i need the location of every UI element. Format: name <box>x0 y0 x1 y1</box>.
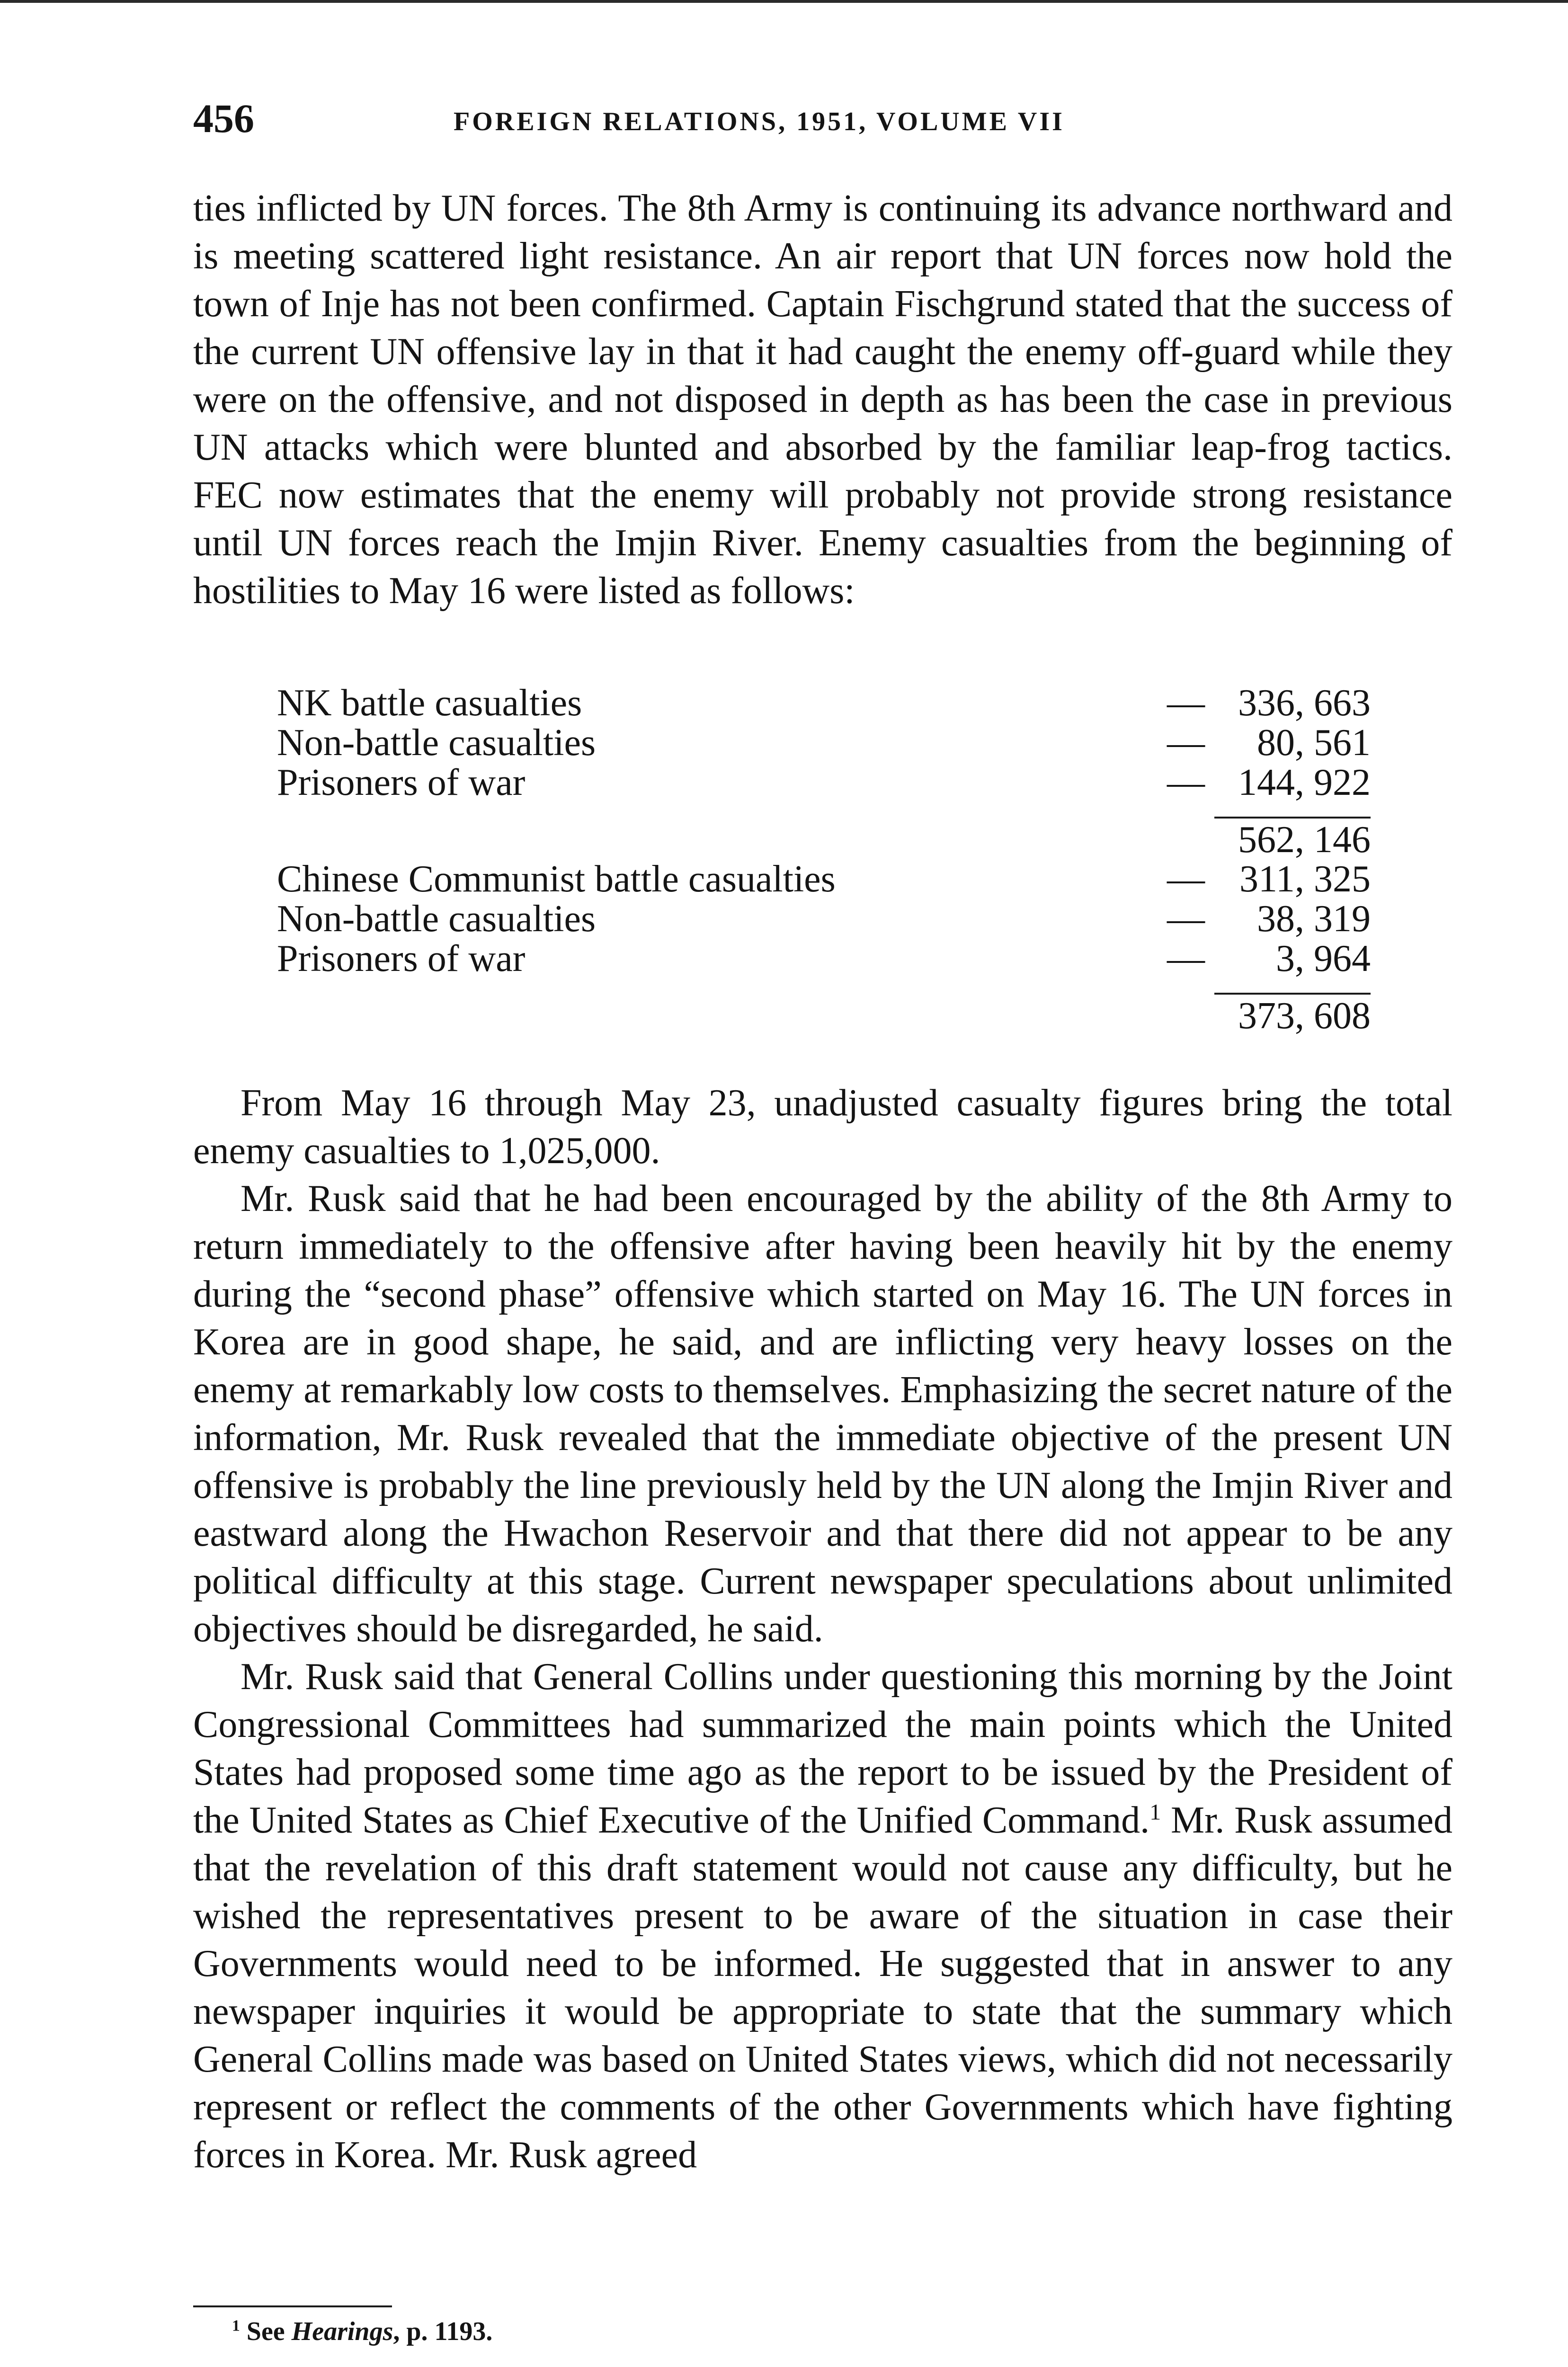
casualty-dash: — <box>1167 722 1205 764</box>
page-number: 456 <box>193 96 254 141</box>
footnote-marker: 1 <box>232 2317 240 2335</box>
casualty-value: 80, 561 <box>1257 722 1371 764</box>
body-text-bottom <box>193 1079 1452 2179</box>
casualty-dash: — <box>1167 762 1205 803</box>
footnote-prefix: See <box>246 2317 292 2346</box>
casualty-label: Prisoners of war <box>277 762 526 803</box>
casualty-row <box>277 939 1371 979</box>
casualty-label: Non-battle casualties <box>277 898 596 940</box>
casualty-total: 373, 608 <box>1238 995 1371 1037</box>
footnote-reference[interactable]: 1 <box>1149 1799 1161 1825</box>
casualty-dash: — <box>1167 938 1205 979</box>
paragraph-text: Mr. Rusk assumed that the revelation of this draft statement would not cause any difficulty, but he wished the representatives present to be aware of the situation in case their Governments would need to be informed. He suggested that in answer to any newspaper inquiries it would be appropriate to state that the summary which General Collins made was based on United States views, which did not necessarily represent or reflect the comments of the other Governments which have fighting forces in Korea. Mr. Rusk agreed <box>193 1799 1452 2176</box>
casualty-value: 38, 319 <box>1257 898 1371 940</box>
casualty-dash: — <box>1167 858 1205 900</box>
casualty-value: 336, 663 <box>1238 682 1371 724</box>
paragraph: From May 16 through May 23, unadjusted casualty figures bring the total enemy casualties to 1,025,000. <box>193 1082 1452 1172</box>
paragraph: Mr. Rusk said that he had been encouraged by the ability of the 8th Army to return immediately to the offensive after having been heavily hit by the enemy during the “second phase” offensive which started on May 16. The UN forces in Korea are in good shape, he said, and are inflicting very heavy losses on the enemy at remarkably low costs to themselves. Emphasizing the secret nature of the information, Mr. Rusk revealed that the immediate objective of the present UN offensive is probably the line previously held by the UN along the Imjin River and eastward along the Hwachon Reservoir and that there did not appear to be any political difficulty at this stage. Current newspaper speculations about unlimited objectives should be disregarded, he said. <box>193 1178 1452 1650</box>
running-title: FOREIGN RELATIONS, 1951, VOLUME VII <box>454 107 1065 136</box>
casualty-row <box>277 859 1371 899</box>
casualty-label: NK battle casualties <box>277 682 582 724</box>
casualty-label: Prisoners of war <box>277 938 526 979</box>
footnote <box>232 2313 492 2350</box>
body-text-top <box>193 185 1452 615</box>
paragraph <box>193 1653 1452 2179</box>
casualty-dash: — <box>1167 682 1205 724</box>
casualty-label: Chinese Communist battle casualties <box>277 858 836 900</box>
paragraph-text: Mr. Rusk said that General Collins under questioning this morning by the Joint Congressional Committees had summarized the main points which the United States had proposed some time ago as the report to be issued by the President of the United States as Chief Executive of the Unified Command. <box>193 1656 1452 1841</box>
casualty-row <box>277 899 1371 939</box>
casualty-label: Non-battle casualties <box>277 722 596 764</box>
casualty-row <box>277 723 1371 763</box>
casualty-table <box>277 683 1371 1035</box>
casualty-total: 562, 146 <box>1238 819 1371 861</box>
paragraph: ties inflicted by UN forces. The 8th Army is continuing its advance northward and is meeting scattered light resistance. An air report that UN forces now hold the town of Inje has not been confirmed. Captain Fischgrund stated that the success of the current UN offensive lay in that it had caught the enemy off-guard while they were on the offensive, and not disposed in depth as has been the case in previous UN attacks which were blunted and absorbed by the familiar leap-frog tactics. FEC now estimates that the enemy will probably not provide strong resistance until UN forces reach the Imjin River. Enemy casualties from the beginning of hostilities to May 16 were listed as follows: <box>193 187 1452 612</box>
casualty-total-row <box>277 993 1371 1035</box>
casualty-value: 3, 964 <box>1276 938 1371 979</box>
casualty-row <box>277 683 1371 723</box>
footnote-suffix: , p. 1193. <box>393 2317 493 2346</box>
running-head <box>193 90 1452 147</box>
top-edge-rule <box>0 0 1568 3</box>
casualty-dash: — <box>1167 898 1205 940</box>
footnote-title: Hearings <box>291 2317 393 2346</box>
casualty-total-row <box>277 817 1371 859</box>
casualty-value: 144, 922 <box>1238 762 1371 803</box>
footnote-rule <box>193 2305 392 2307</box>
casualty-row <box>277 763 1371 802</box>
casualty-value: 311, 325 <box>1239 858 1371 900</box>
